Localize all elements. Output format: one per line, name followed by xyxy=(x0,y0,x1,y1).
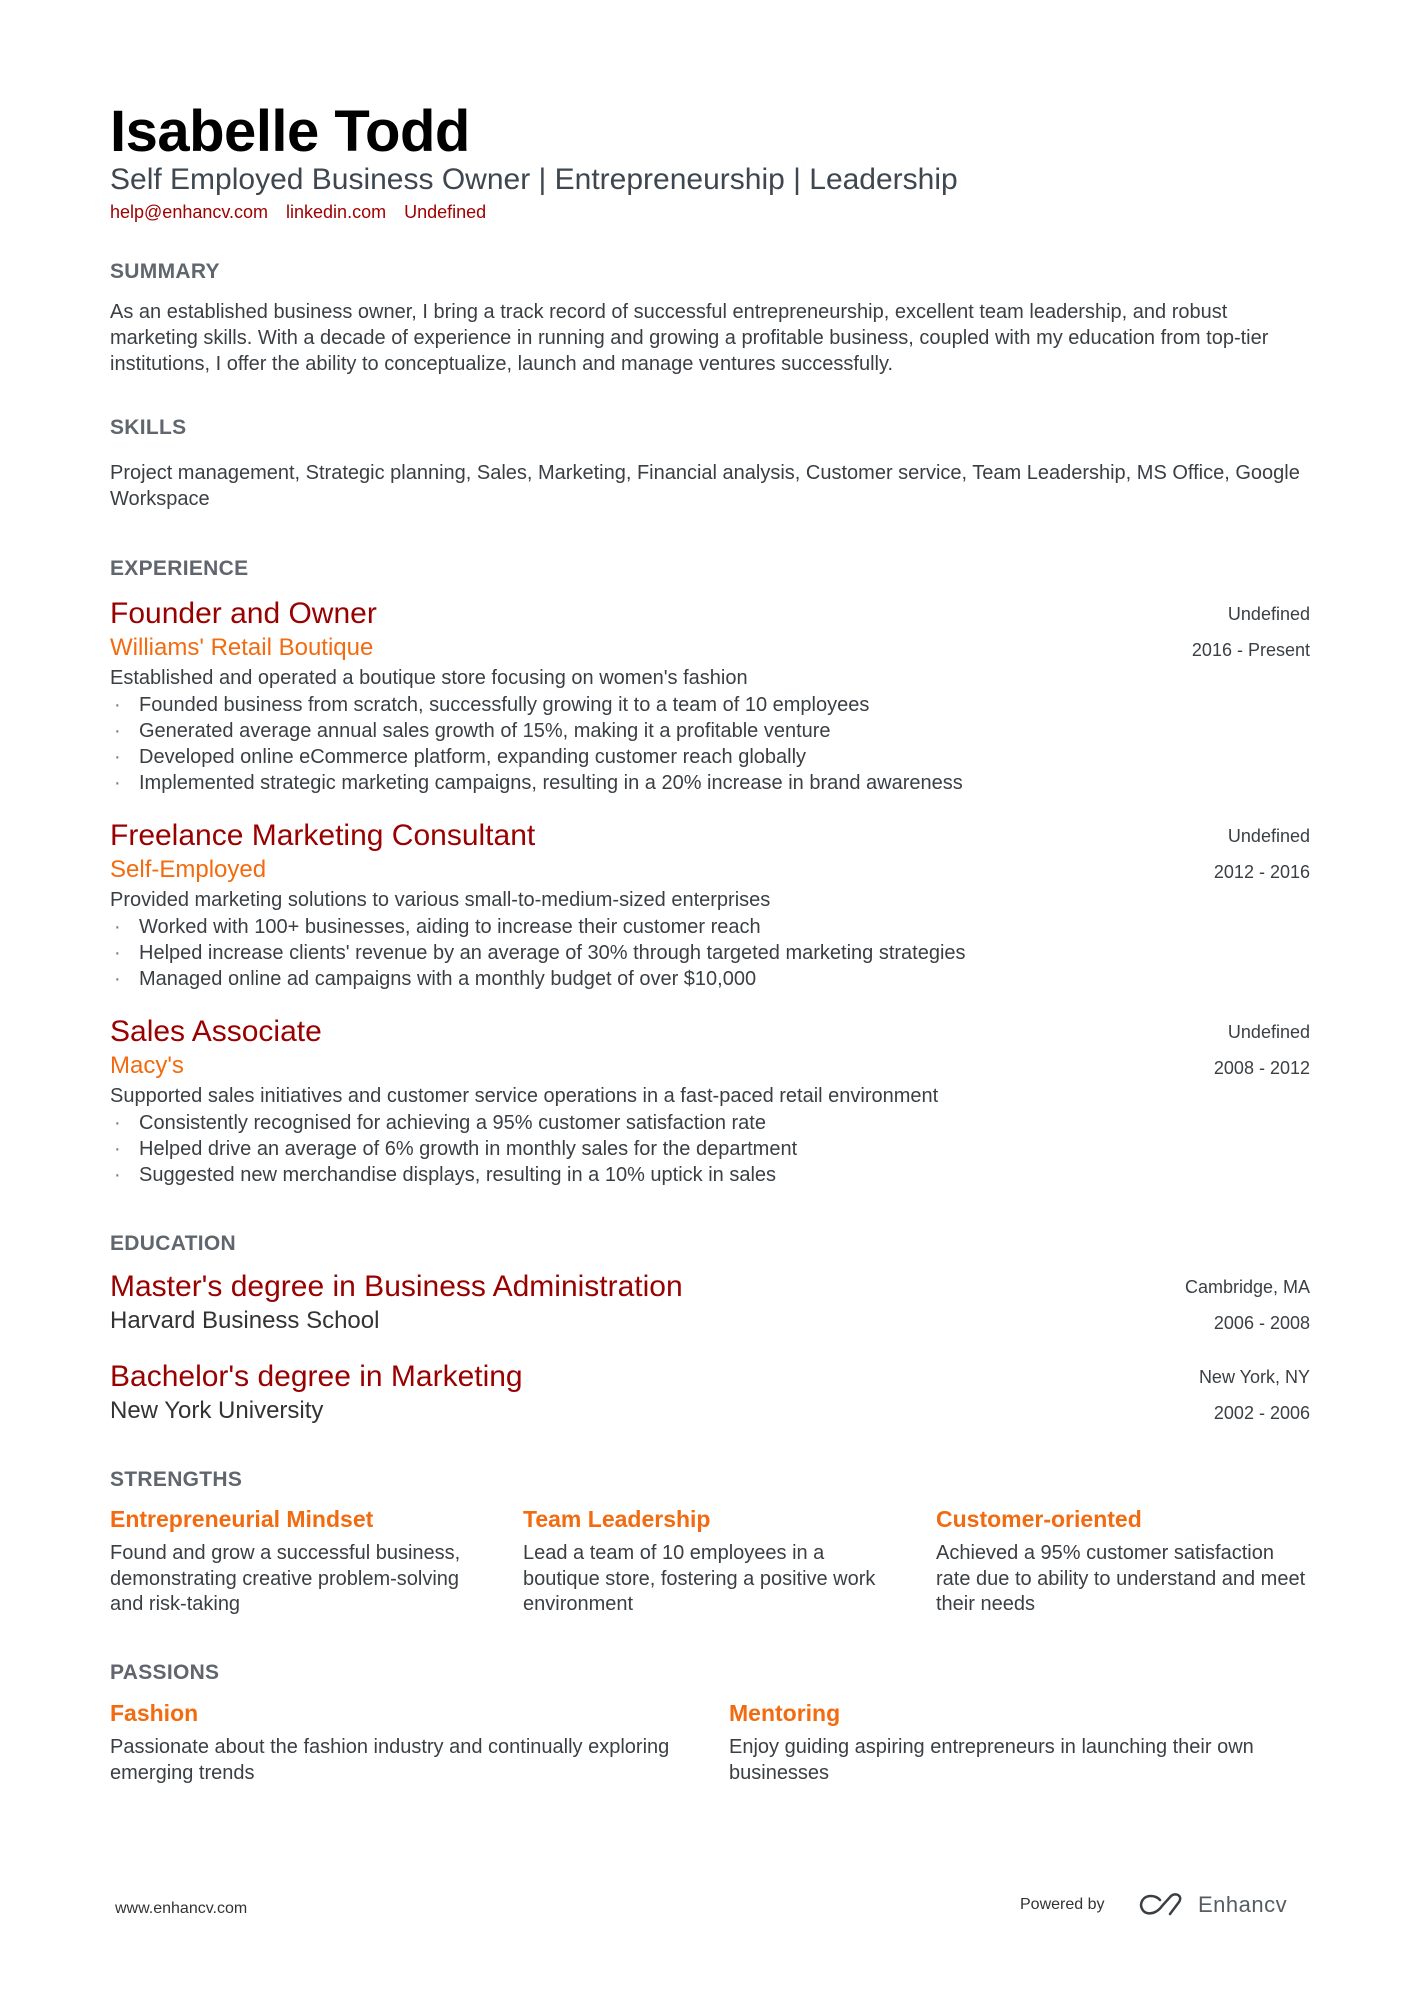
linkedin-link[interactable]: linkedin.com xyxy=(286,202,387,222)
edu-dates: 2002 - 2006 xyxy=(1213,1403,1310,1423)
company-name: Macy's xyxy=(110,1052,184,1079)
email-link[interactable]: help@enhancv.com xyxy=(110,202,269,222)
passion-text: Enjoy guiding aspiring entrepreneurs in launching their own businesses xyxy=(729,1736,1254,1784)
bullet: · Consistently recognised for achieving a 95% customer satisfaction rate xyxy=(110,1110,1310,1136)
job-title: Freelance Marketing Consultant xyxy=(110,819,536,852)
strength-item xyxy=(523,1506,893,1618)
section-heading-education: EDUCATION xyxy=(110,1232,236,1255)
strength-title: Customer-oriented xyxy=(936,1506,1142,1532)
experience-item xyxy=(110,1014,1310,1188)
bullet: · Helped drive an average of 6% growth in monthly sales for the department xyxy=(110,1136,1310,1162)
job-location: Undefined xyxy=(1227,826,1310,846)
school: New York University xyxy=(110,1397,324,1424)
powered-by: Powered by xyxy=(1020,1896,1105,1913)
edu-location: Cambridge, MA xyxy=(1184,1277,1310,1297)
bullet: · Helped increase clients' revenue by an average of 30% through targeted marketing strategies xyxy=(110,940,1310,966)
job-title: Founder and Owner xyxy=(110,597,377,630)
section-heading-experience: EXPERIENCE xyxy=(110,557,249,580)
strength-text: Achieved a 95% customer satisfaction rate due to ability to understand and meet their needs xyxy=(936,1542,1306,1615)
passion-text: Passionate about the fashion industry and continually exploring emerging trends xyxy=(110,1736,670,1784)
job-dates: 2016 - Present xyxy=(1191,640,1310,660)
job-title: Sales Associate xyxy=(110,1015,322,1048)
passion-item xyxy=(110,1700,690,1786)
job-dates: 2012 - 2016 xyxy=(1213,862,1310,882)
passion-title: Mentoring xyxy=(729,1700,841,1726)
strength-title: Team Leadership xyxy=(523,1506,711,1532)
footer-website[interactable]: www.enhancv.com xyxy=(115,1900,248,1917)
job-location: Undefined xyxy=(1227,1022,1310,1042)
bullet: · Generated average annual sales growth of 15%, making it a profitable venture xyxy=(110,718,1310,744)
edu-dates: 2006 - 2008 xyxy=(1213,1313,1310,1333)
edu-location: New York, NY xyxy=(1198,1367,1310,1387)
job-description: Established and operated a boutique store focusing on women's fashion xyxy=(110,667,748,689)
job-description: Provided marketing solutions to various small-to-medium-sized enterprises xyxy=(110,889,771,911)
company-name: Self-Employed xyxy=(110,856,267,883)
contact-info xyxy=(110,202,486,223)
section-heading-skills: SKILLS xyxy=(110,416,187,439)
section-heading-strengths: STRENGTHS xyxy=(110,1468,243,1491)
company-name: Williams' Retail Boutique xyxy=(110,634,374,661)
strength-text: Lead a team of 10 employees in a boutique store, fostering a positive work environment xyxy=(523,1542,876,1615)
bullet: · Implemented strategic marketing campaigns, resulting in a 20% increase in brand awareness xyxy=(110,770,1310,796)
education-item xyxy=(110,1269,1310,1337)
bullet: · Founded business from scratch, successfully growing it to a team of 10 employees xyxy=(110,692,1310,718)
enhancv-logo[interactable] xyxy=(1138,1892,1287,1918)
bullet: · Developed online eCommerce platform, expanding customer reach globally xyxy=(110,744,1310,770)
bullet: · Worked with 100+ businesses, aiding to increase their customer reach xyxy=(110,914,1310,940)
passion-title: Fashion xyxy=(110,1700,199,1726)
job-bullets xyxy=(110,692,1310,796)
strength-text: Found and grow a successful business, demonstrating creative problem-solving and risk-taking xyxy=(110,1542,461,1615)
degree: Bachelor's degree in Marketing xyxy=(110,1360,523,1393)
candidate-name: Isabelle Todd xyxy=(110,99,470,164)
job-bullets xyxy=(110,1110,1310,1188)
bullet: · Suggested new merchandise displays, resulting in a 10% uptick in sales xyxy=(110,1162,1310,1188)
skills-text: Project management, Strategic planning, Sales, Marketing, Financial analysis, Customer service, Team Leadership, MS Office, Google Workspace xyxy=(110,462,1300,510)
enhancv-infinity-icon xyxy=(1138,1892,1186,1918)
experience-item xyxy=(110,596,1310,796)
summary-text: As an established business owner, I bring a track record of successful entrepreneurship, excellent team leadership, and robust marketing skills. With a decade of experience in running and growing a profitable business, coupled with my education from top-tier institutions, I offer the ability to conceptualize, launch and manage ventures successfully. xyxy=(110,301,1269,375)
passion-item xyxy=(729,1700,1309,1786)
bullet: · Managed online ad campaigns with a monthly budget of over $10,000 xyxy=(110,966,1310,992)
section-heading-summary: SUMMARY xyxy=(110,260,220,283)
section-heading-passions: PASSIONS xyxy=(110,1661,220,1684)
strength-item xyxy=(936,1506,1306,1618)
experience-item xyxy=(110,818,1310,992)
education-item xyxy=(110,1359,1310,1427)
school: Harvard Business School xyxy=(110,1307,380,1334)
job-dates: 2008 - 2012 xyxy=(1213,1058,1310,1078)
job-location: Undefined xyxy=(1227,604,1310,624)
strength-title: Entrepreneurial Mindset xyxy=(110,1506,374,1532)
strength-item xyxy=(110,1506,480,1618)
job-description: Supported sales initiatives and customer service operations in a fast-paced retail environment xyxy=(110,1085,939,1107)
brand-name: Enhancv xyxy=(1198,1892,1288,1917)
degree: Master's degree in Business Administration xyxy=(110,1270,683,1303)
location: Undefined xyxy=(404,202,487,222)
candidate-title: Self Employed Business Owner | Entrepreneurship | Leadership xyxy=(110,163,958,196)
job-bullets xyxy=(110,914,1310,992)
